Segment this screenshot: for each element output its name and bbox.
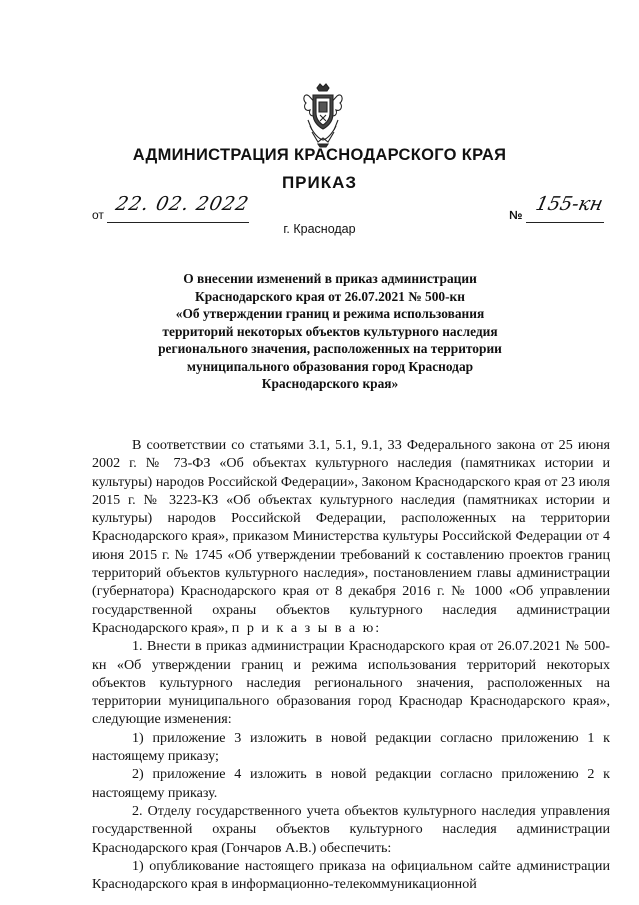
date-prefix: от [92, 208, 104, 222]
document-title [140, 270, 520, 393]
title-line: Краснодарского края от 26.07.2021 № 500-кн [195, 288, 465, 304]
handwritten-date: 22. 02. 2022 [113, 193, 252, 215]
title-line: муниципального образования город Краснодар [186, 358, 474, 374]
title-line: Краснодарского края» [261, 376, 399, 391]
handwritten-number: 155-кн [533, 193, 605, 215]
order-word: п р и к а з ы в а ю: [231, 619, 382, 636]
title-line: О внесении изменений в приказ администрации [183, 271, 477, 286]
city-label: г. Краснодар [283, 222, 356, 236]
preamble-text: В соответствии со статьями 3.1, 5.1, 9.1, 33 Федерального закона от 25 июня 2002 г. № 73-ФЗ «Об объектах культурного наследия (памятниках истории и культуры) народов Российской Федерации», Законом Краснодарского края от 23 июля 2015 г. № 3223-КЗ «Об объектах культурного наследия (памятниках истории и культуры) народов Российской Федерации, расположенных на территории Краснодарского края», приказом Министерства культуры Российской Федерации от 4 июня 2015 г. № 1745 «Об утверждении требований к составлению проектов границ территорий объектов культурного наследия», постановлением главы администрации (губернатора) Краснодарского края от 8 декабря 2016 г. № 1000 «Об управлении государственной охраны объектов культурного наследия администрации Краснодарского края», [92, 437, 610, 636]
number-prefix: № [509, 208, 523, 222]
item-2-1-paragraph: 1) опубликование настоящего приказа на официальном сайте администрации Краснодарского края в информационно-телекоммуникационной [92, 857, 610, 893]
item-2-paragraph: 2. Отделу государственного учета объектов культурного наследия управления государственной охраны объектов культурного наследия администрации Краснодарского края (Гончаров А.В.) обеспечить: [92, 802, 610, 856]
item-1-2-paragraph: 2) приложение 4 изложить в новой редакции согласно приложению 2 к настоящему приказу. [92, 766, 610, 801]
title-line: регионального значения, расположенных на территории [158, 341, 502, 356]
item-1-paragraph: 1. Внести в приказ администрации Краснодарского края от 26.07.2021 № 500-кн «Об утверждении границ и режима использования территорий некоторых объектов культурного наследия регионального значения, расположенных на территории муниципального образования город Краснодар Краснодарского края», следующие изменения: [92, 638, 610, 728]
item-1-1-paragraph: 1) приложение 3 изложить в новой редакции согласно приложению 1 к настоящему приказу; [92, 729, 610, 765]
coat-of-arms-icon [300, 82, 346, 148]
document-body [92, 436, 610, 893]
title-line: территорий некоторых объектов культурного наследия [162, 323, 498, 339]
title-line: «Об утверждении границ и режима использования [175, 306, 485, 321]
organization-heading: АДМИНИСТРАЦИЯ КРАСНОДАРСКОГО КРАЯ [132, 146, 507, 164]
preamble-paragraph [92, 436, 610, 637]
document-type-heading: ПРИКАЗ [281, 173, 358, 192]
